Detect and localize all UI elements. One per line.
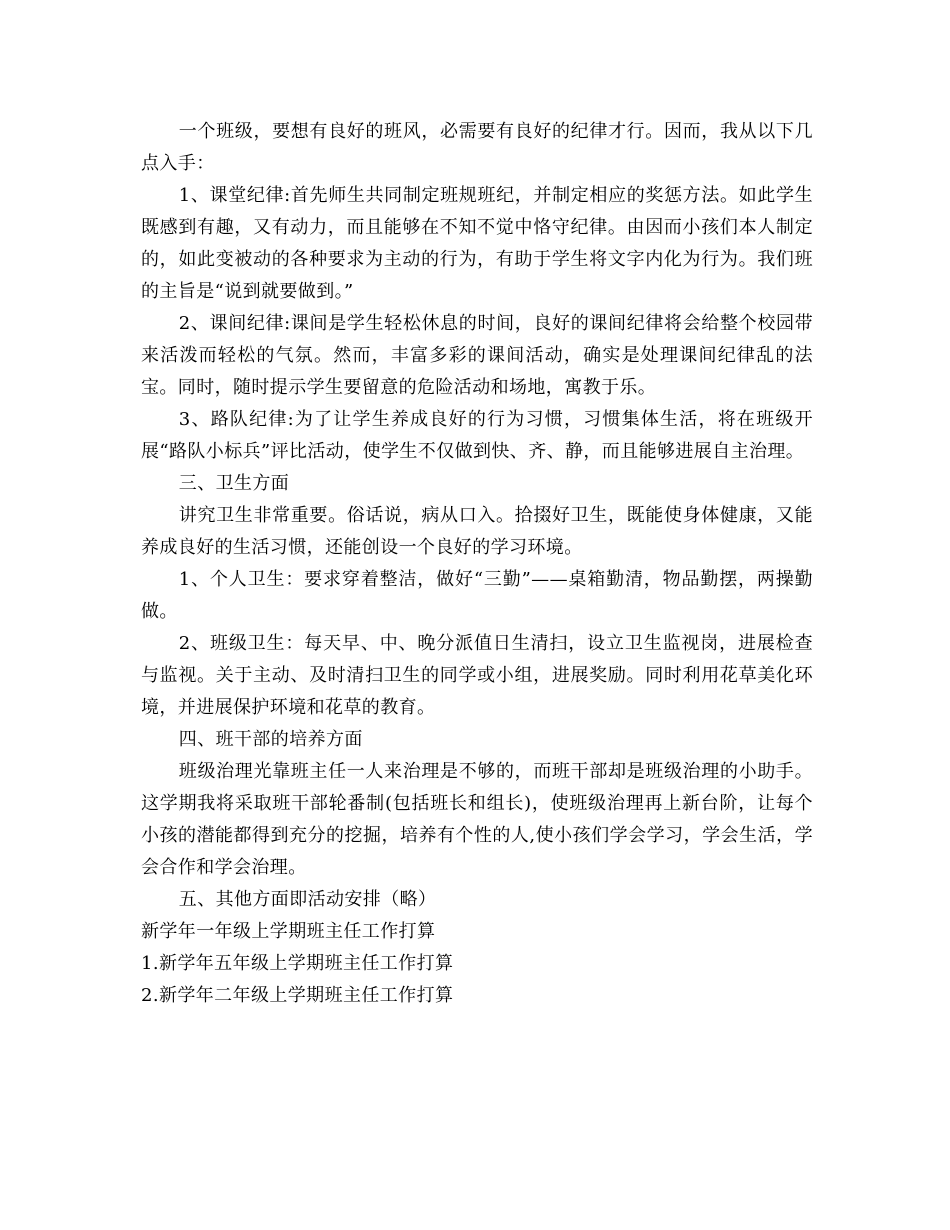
- section-heading-cadres: 四、班干部的培养方面: [178, 729, 363, 750]
- paragraph-cadres: 班级治理光靠班主任一人来治理是不够的，而班干部却是班级治理的小助手。这学期我将采取班干部轮番制(包括班长和组长)，使班级治理再上新台阶，让每个小孩的潜能都得到充分的挖掘，培养有个性的人,使小孩们学会学习，学会生活，学会合作和学会治理。: [141, 761, 813, 878]
- related-link-grade-five: 1.新学年五年级上学期班主任工作打算: [141, 953, 454, 974]
- section-heading-hygiene: 三、卫生方面: [178, 473, 290, 494]
- section-heading-other: 五、其他方面即活动安排（略）: [178, 889, 437, 910]
- paragraph-personal-hygiene: 1、个人卫生：要求穿着整洁，做好“三勤”——桌箱勤清，物品勤摆，两操勤做。: [141, 569, 813, 622]
- paragraph-hygiene-intro: 讲究卫生非常重要。俗话说，病从口入。拾掇好卫生，既能使身体健康，又能养成良好的生活习惯，还能创设一个良好的学习环境。: [141, 505, 813, 558]
- paragraph-class-hygiene: 2、班级卫生：每天早、中、晚分派值日生清扫，设立卫生监视岗，进展检查与监视。关于主动、及时清扫卫生的同学或小组，进展奖励。同时利用花草美化环境，并进展保护环境和花草的教育。: [141, 633, 813, 718]
- paragraph-intro: 一个班级，要想有良好的班风，必需要有良好的纪律才行。因而，我从以下几点入手：: [141, 121, 813, 174]
- document-body: [141, 116, 813, 1012]
- related-link-grade-two: 2.新学年二年级上学期班主任工作打算: [141, 985, 454, 1006]
- paragraph-line-discipline: 3、路队纪律:为了让学生养成良好的行为习惯，习惯集体生活，将在班级开展“路队小标兵”评比活动，使学生不仅做到快、齐、静，而且能够进展自主治理。: [141, 409, 813, 462]
- paragraph-break-discipline: 2、课间纪律:课间是学生轻松休息的时间，良好的课间纪律将会给整个校园带来活泼而轻松的气氛。然而，丰富多彩的课间活动，确实是处理课间纪律乱的法宝。同时，随时提示学生要留意的危险活动和场地，寓教于乐。: [141, 313, 813, 398]
- related-title-grade-one: 新学年一年级上学期班主任工作打算: [141, 921, 436, 942]
- paragraph-classroom-discipline: 1、课堂纪律:首先师生共同制定班规班纪，并制定相应的奖惩方法。如此学生既感到有趣，又有动力，而且能够在不知不觉中恪守纪律。由因而小孩们本人制定的，如此变被动的各种要求为主动的行为，有助于学生将文字内化为行为。我们班的主旨是“说到就要做到。”: [141, 185, 813, 302]
